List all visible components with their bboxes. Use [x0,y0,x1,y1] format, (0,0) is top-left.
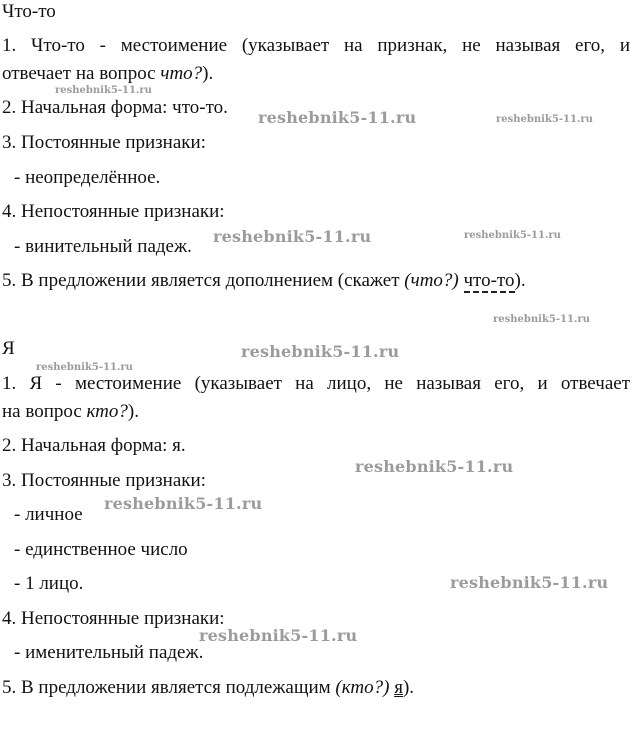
item-4-feature-a: - винительный падеж. [14,236,192,257]
s2-item-1-line-2-prefix: на вопрос [2,401,87,422]
s2-item-4-variable-features: 4. Непостоянные признаки: [2,608,225,629]
s2-item-5-syntax-role [2,676,414,700]
s2-item-5-suffix: ). [402,677,415,698]
section-heading-chto-to: Что-то [2,1,56,22]
s2-item-3-constant-features: 3. Постоянные признаки: [2,470,206,491]
watermark: reshebnik5-11.ru [355,457,514,476]
watermark: reshebnik5-11.ru [199,626,358,645]
watermark: reshebnik5-11.ru [450,573,609,592]
item-4-variable-features: 4. Непостоянные признаки: [2,201,225,222]
watermark: reshebnik5-11.ru [213,227,372,246]
s2-item-5-underlined-word: я [394,677,403,698]
item-2-initial-form: 2. Начальная форма: что-то. [2,97,228,118]
item-5-underlined-word: что-то [463,270,515,291]
s2-item-5-prefix: 5. В предложении является подлежащим [2,677,336,698]
item-1-line-2-suffix: ). [202,63,214,84]
watermark: reshebnik5-11.ru [104,494,263,513]
watermark: reshebnik5-11.ru [55,85,152,96]
s2-item-2-initial-form: 2. Начальная форма: я. [2,435,186,456]
item-5-syntax-role [2,269,526,293]
item-1-line-2-prefix: отвечает на вопрос [2,63,161,84]
s2-item-3-feature-a: - личное [14,504,83,525]
s2-item-4-feature-a: - именительный падеж. [14,642,204,663]
watermark: reshebnik5-11.ru [496,114,593,125]
section-heading-ya: Я [2,338,15,359]
question-word: что? [160,63,203,84]
s2-item-1-line-2-suffix: ). [127,401,139,422]
s2-item-3-feature-b: - единственное число [14,539,188,560]
item-5-question: (что?) [404,270,459,291]
item-5-prefix: 5. В предложении является дополнением (скажет [2,270,405,291]
item-5-suffix: ). [514,270,526,291]
s2-item-5-question: (кто?) [335,677,390,698]
item-3-feature-a: - неопределённое. [14,167,161,188]
watermark: reshebnik5-11.ru [241,342,400,361]
watermark: reshebnik5-11.ru [258,108,417,127]
watermark: reshebnik5-11.ru [493,314,590,325]
item-3-constant-features: 3. Постоянные признаки: [2,132,206,153]
s2-item-3-feature-c: - 1 лицо. [14,573,84,594]
watermark: reshebnik5-11.ru [36,362,133,373]
watermark: reshebnik5-11.ru [464,230,561,241]
s2-question-word: кто? [86,401,128,422]
s2-item-1-line-2 [2,400,139,424]
item-1-line-1: 1. Что-то - местоимение (указывает на признак, не называя его, и [2,35,630,56]
s2-item-1-line-1: 1. Я - местоимение (указывает на лицо, не называя его, и отвечает [2,373,630,394]
